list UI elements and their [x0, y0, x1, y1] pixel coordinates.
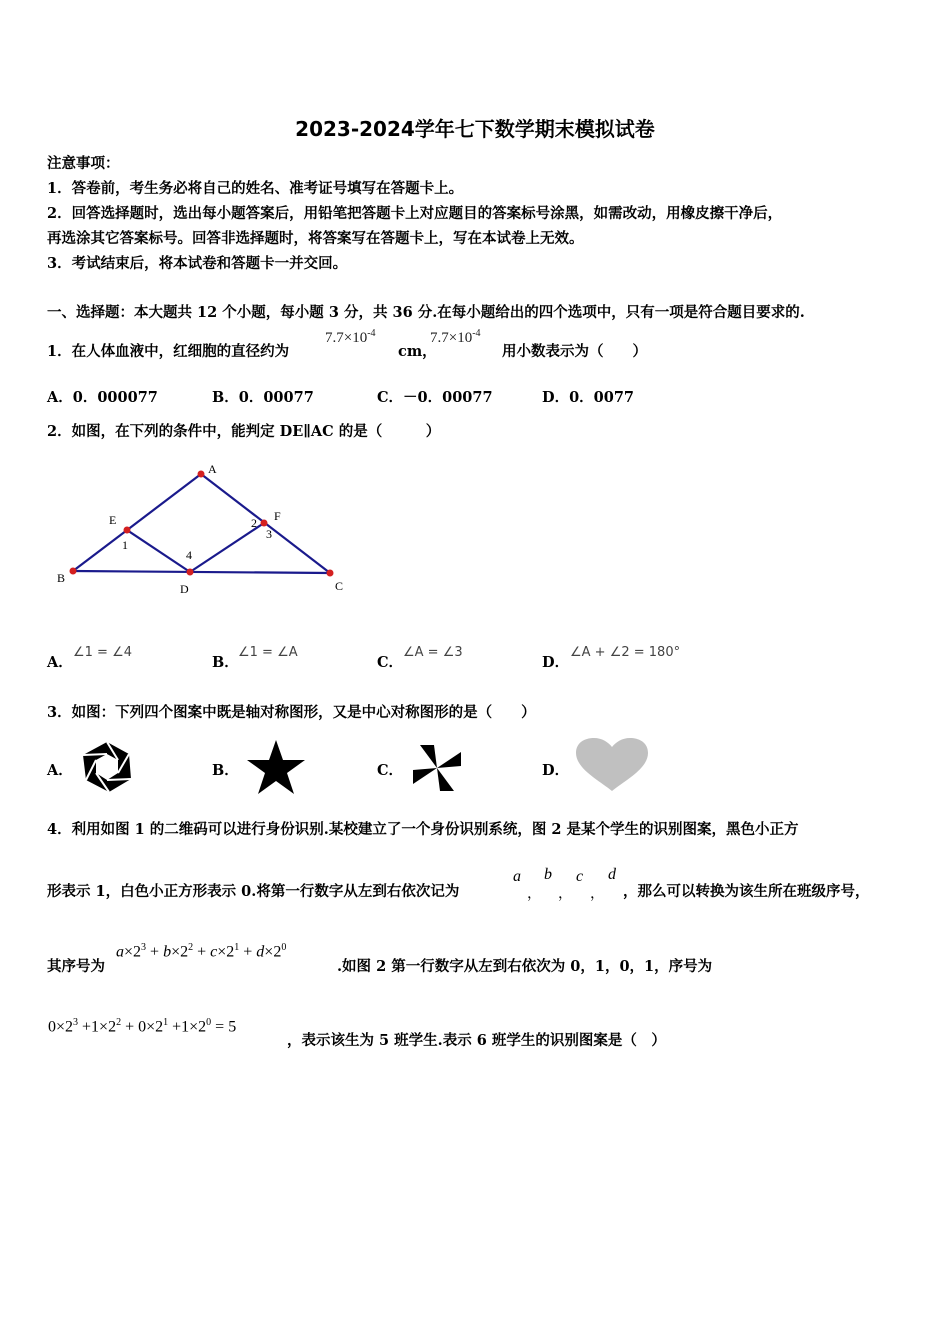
q4-line2: 形表示 1，白色小正方形表示 0.将第一行数字从左到右依次记为 [47, 883, 460, 900]
q4-formula-example: $0\times 2^3 +1\times 2^2 + 0\times 2^1 +1\times 2^0 = 5$ [48, 1017, 237, 1036]
q2-option-b-math: ∠1 = ∠A [238, 645, 298, 660]
label-e: E [109, 513, 117, 527]
q3-option-d[interactable]: D． [542, 762, 570, 779]
angle-label-4: 4 [186, 548, 192, 562]
q1-option-a[interactable]: A．0．000077 [47, 389, 158, 406]
q2-option-d[interactable]: D． [542, 654, 570, 671]
var-d: d [608, 866, 616, 883]
heart-icon [574, 737, 650, 793]
page-title: 2023-2024学年七下数学期末模拟试卷 [295, 117, 655, 141]
q2-triangle-figure [50, 455, 360, 600]
label-d: D [180, 582, 189, 596]
q2-option-a-math: ∠1 = ∠4 [73, 645, 133, 660]
q2-stem: 2．如图，在下列的条件中，能判定 DE∥AC 的是（ ） [47, 423, 441, 440]
var-a: a [513, 868, 521, 885]
q2-option-c[interactable]: C． [377, 654, 404, 671]
var-c: c [576, 868, 584, 885]
notice-item: 3．考试结束后，将本试卷和答题卡一并交回。 [47, 255, 348, 272]
angle-label-2: 2 [251, 516, 257, 530]
q1-option-d[interactable]: D．0．0077 [542, 389, 635, 406]
q4-line3-end: .如图 2 第一行数字从左到右依次为 0，1，0，1，序号为 [337, 958, 713, 975]
point-c [327, 570, 334, 577]
notice-heading: 注意事项： [47, 155, 120, 172]
q2-option-a[interactable]: A． [47, 654, 73, 671]
label-f: F [274, 509, 281, 523]
q1-stem: 1．在人体血液中，红细胞的直径约为 [47, 343, 290, 360]
label-b: B [57, 571, 66, 585]
point-f [261, 520, 268, 527]
label-a: A [208, 462, 217, 476]
var-b: b [544, 866, 552, 883]
q3-option-a[interactable]: A． [47, 762, 73, 779]
notice-item: 再选涂其它答案标号。回答非选择题时，将答案写在答题卡上，写在本试卷上无效。 [47, 230, 584, 247]
q2-option-d-math: ∠A + ∠2 = 180° [570, 645, 681, 660]
star-icon [246, 739, 306, 795]
q1-expression: $7.7\times 10^{-4}$ [325, 328, 376, 346]
point-a [198, 471, 205, 478]
comma: ， [590, 886, 605, 902]
notice-item: 1．答卷前，考生务必将自己的姓名、准考证号填写在答题卡上。 [47, 180, 464, 197]
point-d [187, 569, 194, 576]
q1-option-b[interactable]: B．0．00077 [212, 389, 314, 406]
hexagon-ring-icon [80, 740, 134, 794]
q1-expression: $7.7\times 10^{-4}$ [430, 328, 481, 346]
q4-line1: 4．利用如图 1 的二维码可以进行身份识别.某校建立了一个身份识别系统，图 2 是某个学生的识别图案，黑色小正方 [47, 821, 799, 838]
q2-option-b[interactable]: B． [212, 654, 239, 671]
q3-option-c[interactable]: C． [377, 762, 404, 779]
pinwheel-icon [410, 742, 464, 794]
q1-stem-end: 用小数表示为（ ） [502, 343, 647, 360]
point-e [124, 527, 131, 534]
q4-line4: ，表示该生为 5 班学生.表示 6 班学生的识别图案是（ ） [287, 1032, 666, 1049]
q1-unit: cm， [398, 343, 437, 360]
q3-stem: 3．如图：下列四个图案中既是轴对称图形，又是中心对称图形的是（ ） [47, 704, 536, 721]
q1-option-c[interactable]: C．－0．00077 [377, 389, 493, 406]
angle-label-1: 1 [122, 538, 128, 552]
q2-option-c-math: ∠A = ∠3 [403, 645, 463, 660]
section-heading: 一、选择题：本大题共 12 个小题，每小题 3 分，共 36 分.在每小题给出的四个选项中，只有一项是符合题目要求的. [47, 304, 805, 321]
q4-formula-general: $a\times 2^3 + b\times 2^2 + c\times 2^1 + d\times 2^0$ [116, 942, 287, 961]
angle-label-3: 3 [266, 527, 272, 541]
point-b [70, 568, 77, 575]
label-c: C [335, 579, 344, 593]
notice-item: 2．回答选择题时，选出每小题答案后，用铅笔把答题卡上对应题目的答案标号涂黑，如需改动，用橡皮擦干净后， [47, 205, 783, 222]
q4-line3: 其序号为 [47, 958, 105, 975]
comma: ， [558, 886, 573, 902]
q3-option-b[interactable]: B． [212, 762, 239, 779]
comma: ， [527, 886, 542, 902]
q4-line2-end: ，那么可以转换为该生所在班级序号， [623, 883, 870, 900]
